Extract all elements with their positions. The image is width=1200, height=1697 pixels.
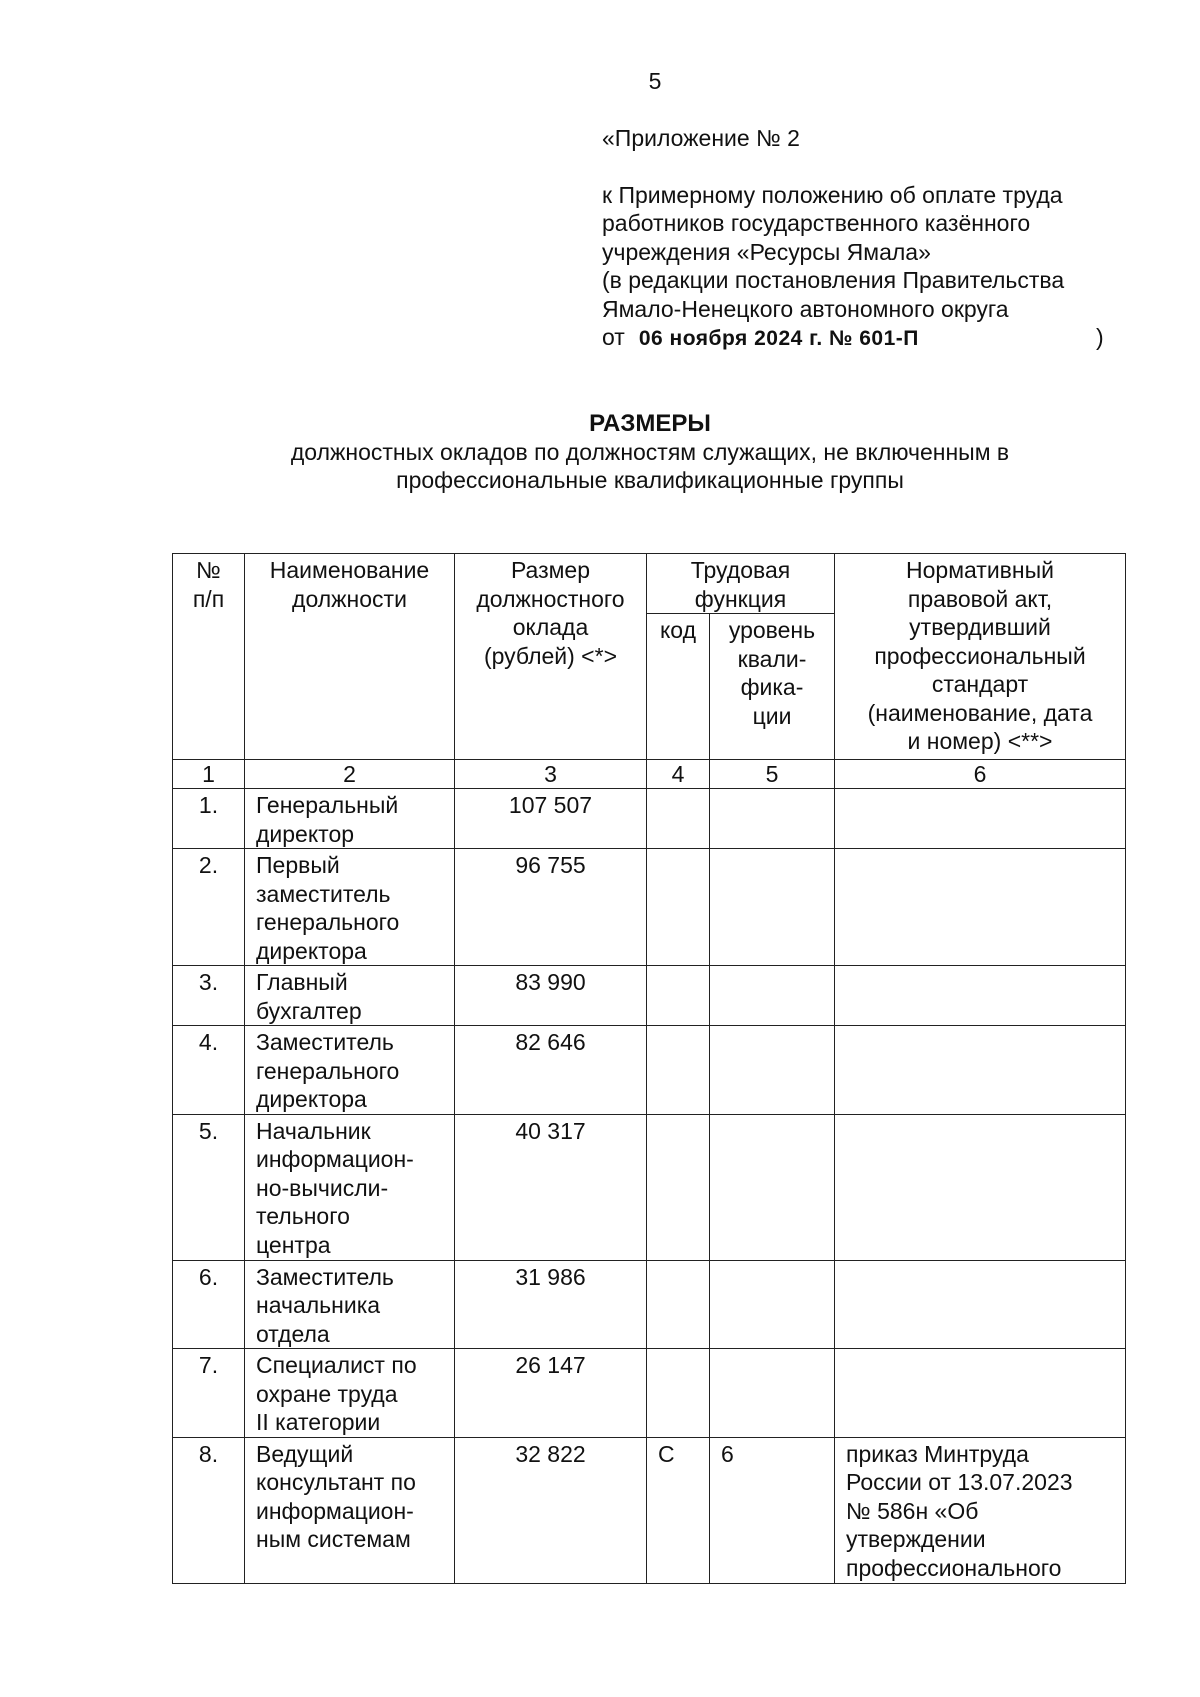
row-number: 5. xyxy=(173,1114,245,1260)
row-number: 2. xyxy=(173,849,245,966)
page-number: 5 xyxy=(648,68,662,94)
row-number: 6. xyxy=(173,1260,245,1349)
table-row xyxy=(173,1114,1126,1260)
date-value: 06 ноября 2024 г. № 601-П xyxy=(638,327,919,350)
qualification-level xyxy=(710,1026,835,1115)
function-code xyxy=(647,1026,710,1115)
table-row xyxy=(173,1026,1126,1115)
date-suffix: ) xyxy=(1096,324,1104,350)
document-title: РАЗМЕРЫ xyxy=(589,410,711,437)
position-name: Первый заместитель генерального директора xyxy=(245,849,455,966)
position-name: Заместитель начальника отдела xyxy=(245,1260,455,1349)
position-name: Заместитель генерального директора xyxy=(245,1026,455,1115)
function-code xyxy=(647,1349,710,1438)
function-code xyxy=(647,1260,710,1349)
function-code: C xyxy=(647,1437,710,1583)
table-row xyxy=(173,966,1126,1026)
table-row xyxy=(173,849,1126,966)
table-row xyxy=(173,1349,1126,1438)
appendix-line: учреждения «Ресурсы Ямала» xyxy=(602,238,931,265)
function-code xyxy=(647,966,710,1026)
header-salary: Размер должностного оклада (рублей) <*> xyxy=(455,554,647,760)
qualification-level xyxy=(710,1260,835,1349)
normative-act xyxy=(835,789,1126,849)
appendix-block xyxy=(602,124,1162,354)
position-name: Ведущий консультант по информацион- ным системам xyxy=(245,1437,455,1583)
position-name: Генеральный директор xyxy=(245,789,455,849)
salary-amount: 26 147 xyxy=(455,1349,647,1438)
row-number: 4. xyxy=(173,1026,245,1115)
date-prefix: от xyxy=(602,324,625,350)
position-name: Специалист по охране труда II категории xyxy=(245,1349,455,1438)
position-name: Главный бухгалтер xyxy=(245,966,455,1026)
column-index: 5 xyxy=(710,760,835,789)
normative-act: приказ Минтруда России от 13.07.2023 № 586н «Об утверждении профессионального xyxy=(835,1437,1126,1583)
salary-amount: 107 507 xyxy=(455,789,647,849)
header-qualification-level: уровень квали- фика- ции xyxy=(710,614,835,760)
salary-amount: 32 822 xyxy=(455,1437,647,1583)
normative-act xyxy=(835,1349,1126,1438)
salary-amount: 40 317 xyxy=(455,1114,647,1260)
salary-amount: 82 646 xyxy=(455,1026,647,1115)
document-subtitle-line-1: должностных окладов по должностям служащих, не включенным в xyxy=(290,439,1010,465)
normative-act xyxy=(835,1026,1126,1115)
function-code xyxy=(647,849,710,966)
header-number: № п/п xyxy=(173,554,245,760)
header-code: код xyxy=(647,614,710,760)
row-number: 8. xyxy=(173,1437,245,1583)
normative-act xyxy=(835,1260,1126,1349)
appendix-date-line xyxy=(602,323,1162,354)
salary-table xyxy=(172,553,1126,1584)
table-row xyxy=(173,1260,1126,1349)
function-code xyxy=(647,789,710,849)
column-index-row xyxy=(173,760,1126,789)
header-normative-act: Нормативный правовой акт, утвердивший профессиональный стандарт (наименование, дата и номер) <**> xyxy=(835,554,1126,760)
normative-act xyxy=(835,849,1126,966)
function-code xyxy=(647,1114,710,1260)
normative-act xyxy=(835,1114,1126,1260)
row-number: 3. xyxy=(173,966,245,1026)
row-number: 7. xyxy=(173,1349,245,1438)
qualification-level xyxy=(710,1349,835,1438)
position-name: Начальник информацион- но-вычисли- тельного центра xyxy=(245,1114,455,1260)
qualification-level xyxy=(710,966,835,1026)
normative-act xyxy=(835,966,1126,1026)
column-index: 2 xyxy=(245,760,455,789)
document-subtitle-line-2: профессиональные квалификационные группы xyxy=(396,467,904,493)
qualification-level xyxy=(710,849,835,966)
appendix-heading: «Приложение № 2 xyxy=(602,125,800,151)
salary-amount: 31 986 xyxy=(455,1260,647,1349)
appendix-line: Ямало-Ненецкого автономного округа xyxy=(602,295,1009,322)
header-labor-function: Трудовая функция xyxy=(647,554,835,614)
table-row xyxy=(173,1437,1126,1583)
appendix-line: (в редакции постановления Правительства xyxy=(602,267,1065,293)
table-row xyxy=(173,789,1126,849)
column-index: 3 xyxy=(455,760,647,789)
document-title-block xyxy=(150,410,1150,494)
column-index: 6 xyxy=(835,760,1126,789)
header-position-name: Наименование должности xyxy=(245,554,455,760)
qualification-level xyxy=(710,1114,835,1260)
row-number: 1. xyxy=(173,789,245,849)
qualification-level xyxy=(710,789,835,849)
salary-amount: 96 755 xyxy=(455,849,647,966)
qualification-level: 6 xyxy=(710,1437,835,1583)
column-index: 4 xyxy=(647,760,710,789)
appendix-line: к Примерному положению об оплате труда xyxy=(602,181,1063,208)
appendix-line: работников государственного казённого xyxy=(602,210,1031,236)
salary-amount: 83 990 xyxy=(455,966,647,1026)
column-index: 1 xyxy=(173,760,245,789)
table-header-row xyxy=(173,554,1126,614)
